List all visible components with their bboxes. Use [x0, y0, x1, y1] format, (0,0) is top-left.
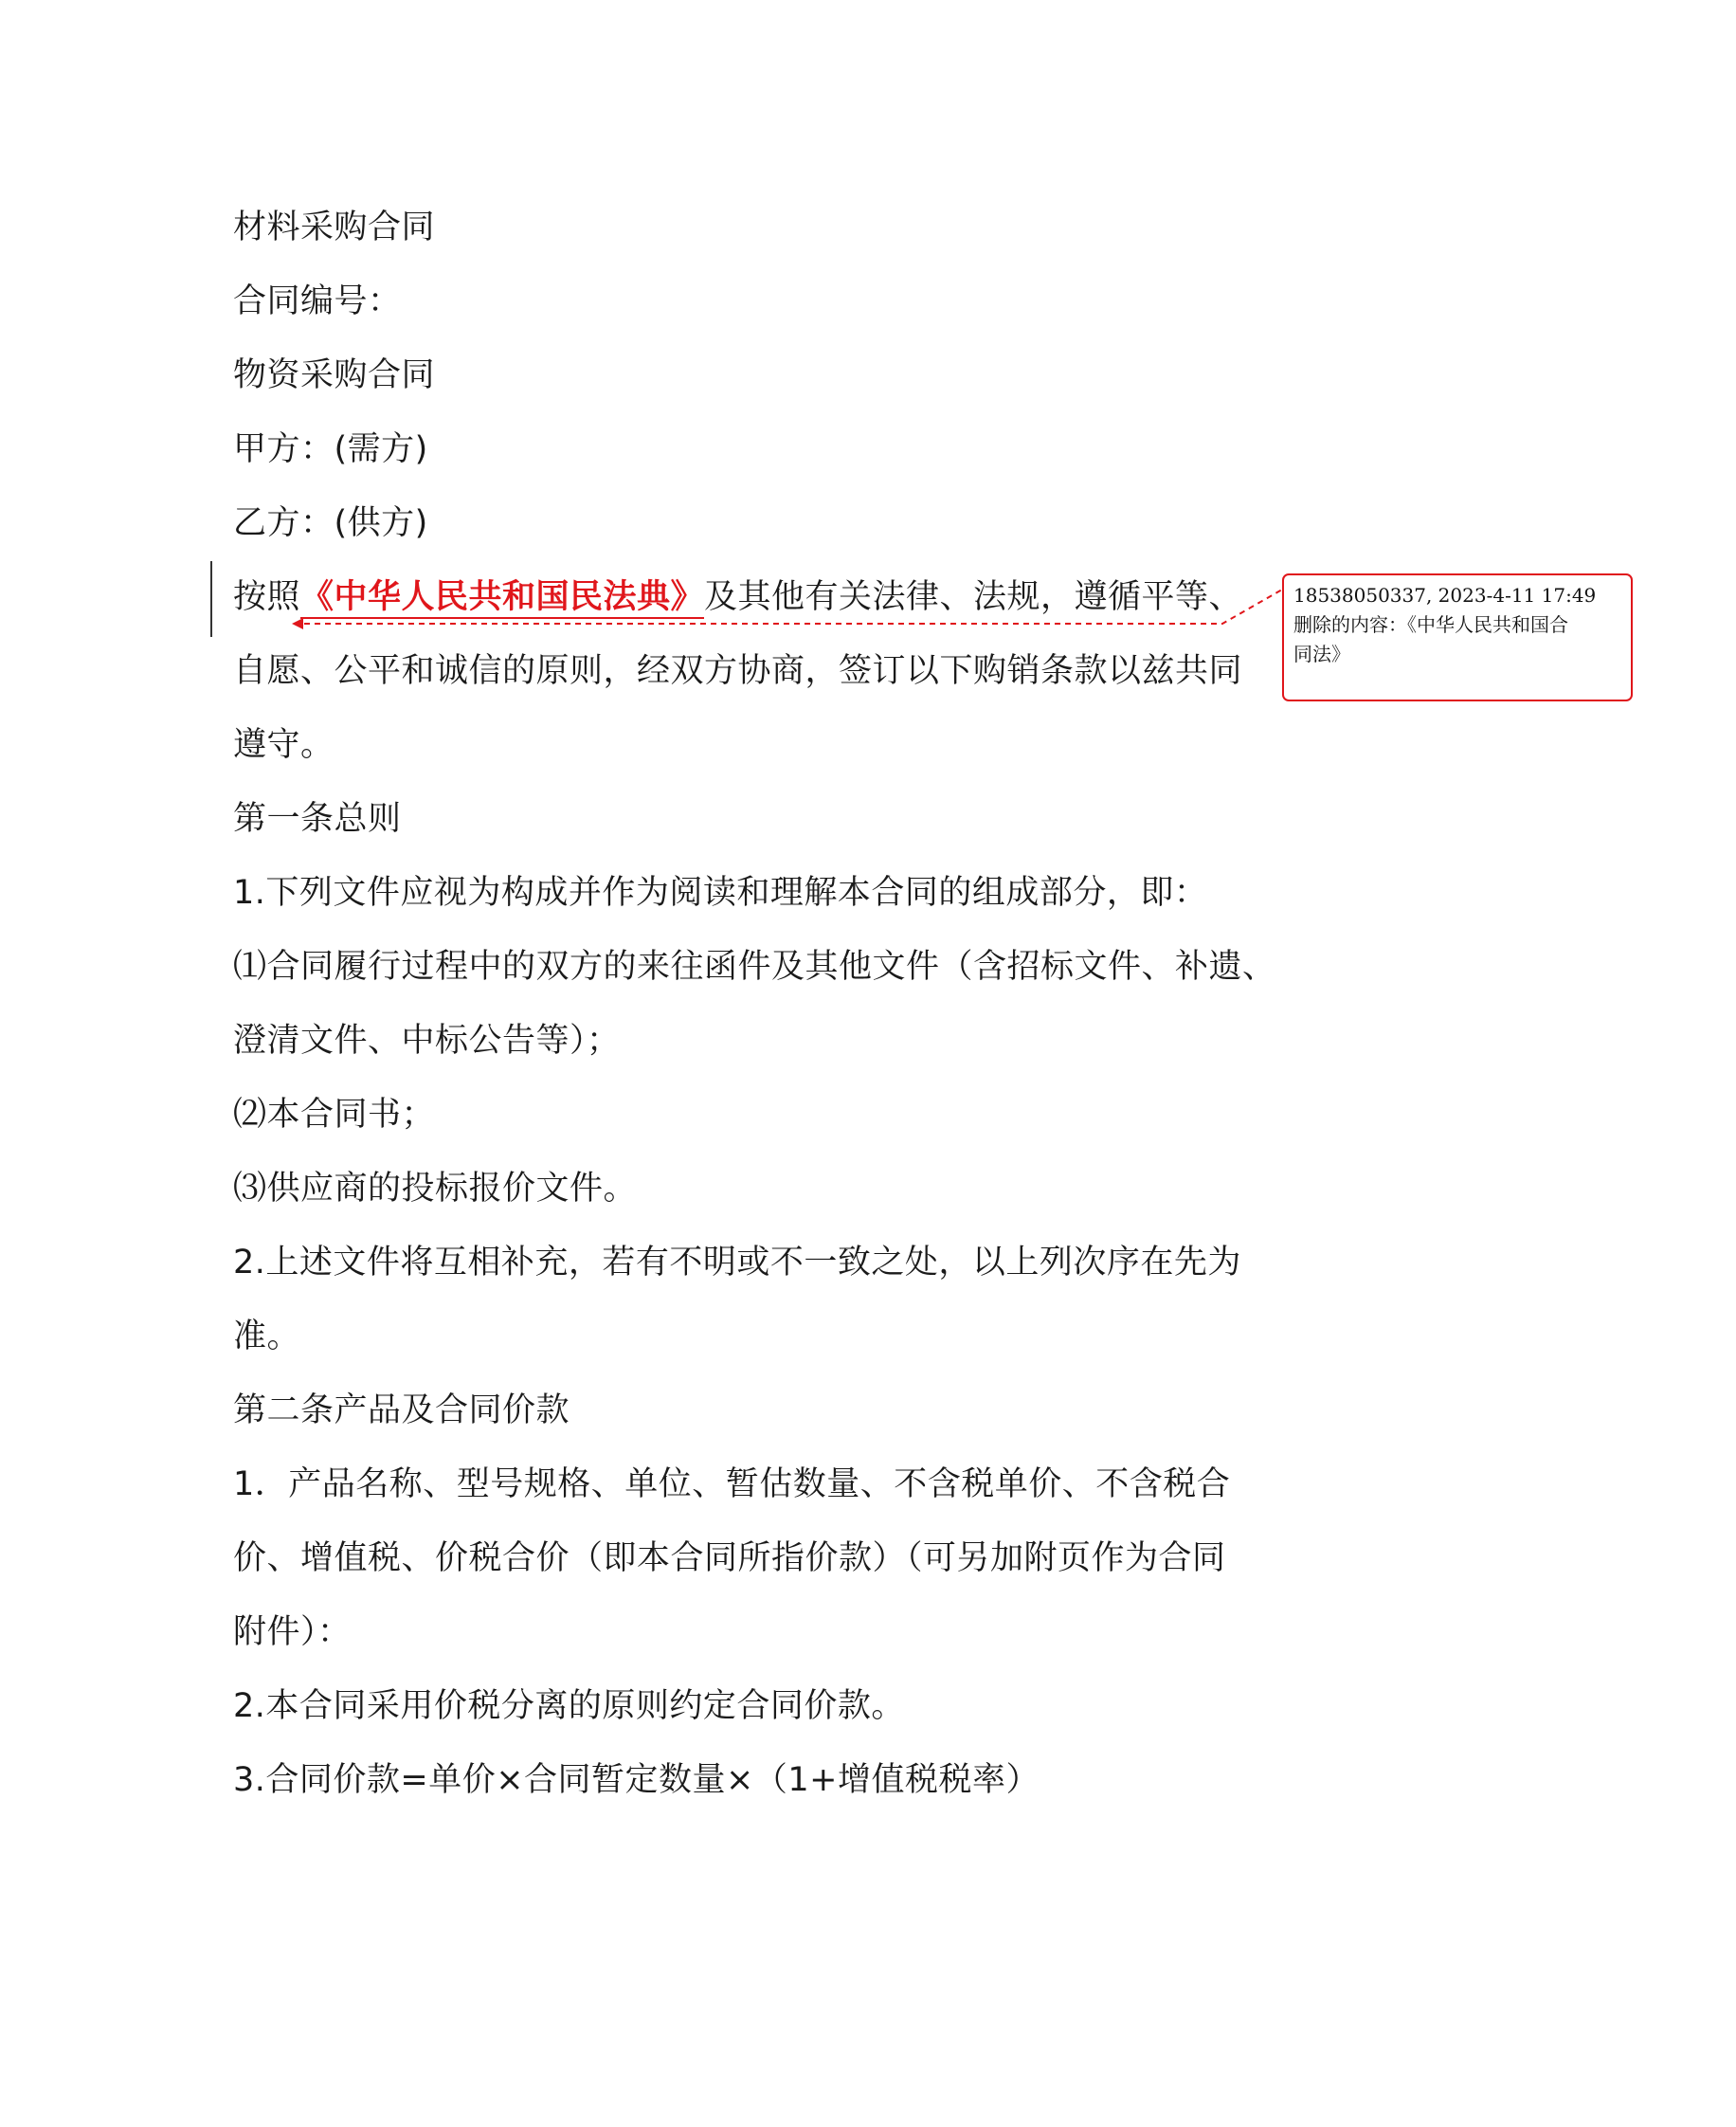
article-2-item-1c: 附件）： [233, 1613, 352, 1651]
document-title: 材料采购合同 [233, 209, 436, 246]
inserted-revision-text[interactable]: 《中华人民共和国民法典》 [300, 578, 704, 619]
contract-number-label: 合同编号： [233, 282, 402, 320]
article-1-item-2b: 准。 [233, 1318, 301, 1355]
article-2-item-1a: 1．产品名称、型号规格、单位、暂估数量、不含税单价、不含税合 [233, 1465, 1231, 1503]
article-1-item-1-3: ⑶供应商的投标报价文件。 [233, 1170, 638, 1208]
article-1-item-1: 1.下列文件应视为构成并作为阅读和理解本合同的组成部分，即： [233, 874, 1208, 912]
article-2-item-3: 3.合同价款=单价×合同暂定数量×（1+增值税税率） [233, 1761, 1040, 1799]
article-2-item-1b: 价、增值税、价税合价（即本合同所指价款）（可另加附页作为合同 [233, 1539, 1226, 1577]
article-1-item-1-2: ⑵本合同书； [233, 1096, 436, 1134]
article-2-heading: 第二条产品及合同价款 [233, 1391, 570, 1429]
change-bar [210, 561, 212, 637]
document-subtitle: 物资采购合同 [233, 356, 436, 394]
comment-author-time: 18538050337, 2023-4-11 17:49 [1293, 584, 1597, 607]
party-a: 甲方：(需方) [233, 430, 428, 468]
preamble-before: 按照 [233, 578, 301, 616]
preamble-after: 及其他有关法律、法规，遵循平等、 [704, 578, 1243, 616]
article-1-item-1-1b: 澄清文件、中标公告等）； [233, 1022, 621, 1060]
party-b: 乙方：(供方) [233, 504, 428, 542]
revision-comment-balloon[interactable] [1282, 573, 1633, 701]
preamble-line-2: 自愿、公平和诚信的原则，经双方协商，签订以下购销条款以兹共同 [233, 652, 1243, 690]
article-1-heading: 第一条总则 [233, 800, 402, 838]
article-1-item-2a: 2.上述文件将互相补充，若有不明或不一致之处，以上列次序在先为 [233, 1244, 1241, 1282]
preamble-line-1 [233, 574, 1242, 620]
article-2-item-2: 2.本合同采用价税分离的原则约定合同价款。 [233, 1687, 905, 1725]
preamble-line-3: 遵守。 [233, 726, 335, 764]
comment-deleted-line-2: 同法》 [1293, 643, 1350, 665]
article-1-item-1-1a: ⑴合同履行过程中的双方的来往函件及其他文件（含招标文件、补遗、 [233, 948, 1276, 986]
comment-deleted-line-1: 删除的内容：《中华人民共和国合 [1293, 613, 1568, 636]
